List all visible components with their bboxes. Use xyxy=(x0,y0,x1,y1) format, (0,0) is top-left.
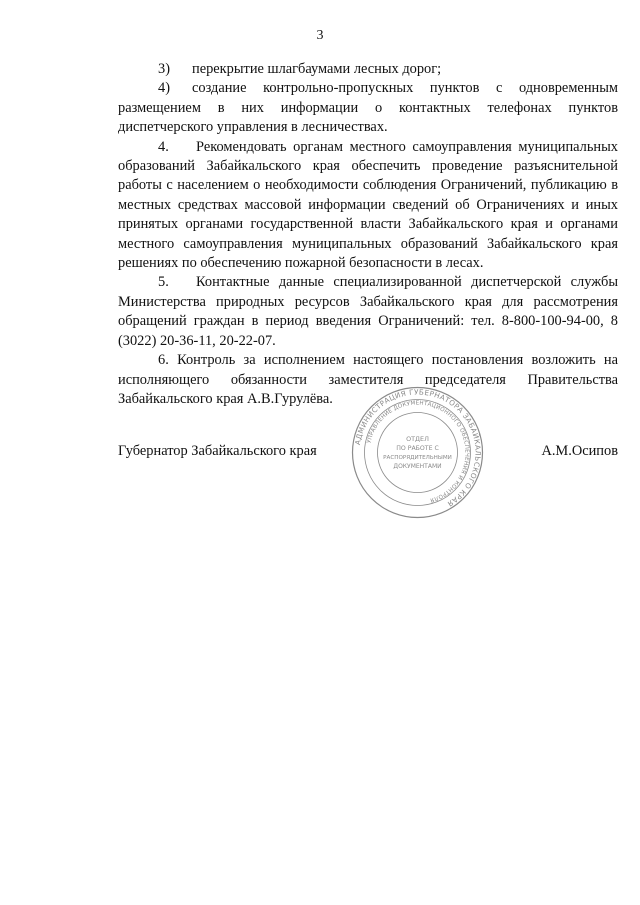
paragraph-5 xyxy=(118,273,618,351)
stamp-inner-ring xyxy=(378,413,458,493)
list-item-3 xyxy=(118,60,618,79)
stamp-center-line: РАСПОРЯДИТЕЛЬНЫМИ xyxy=(383,455,452,461)
list-item-number: 3) xyxy=(158,61,170,77)
document-body xyxy=(118,60,618,409)
list-item-text: перекрытие шлагбаумами лесных дорог; xyxy=(192,61,442,77)
stamp-inner-ring-text: УПРАВЛЕНИЕ ДОКУМЕНТАЦИОННОГО ОБЕСПЕЧЕНИЯ И КОНТРОЛЯ xyxy=(366,400,470,503)
stamp-center-line: ОТДЕЛ xyxy=(406,435,429,443)
stamp-center-line: ДОКУМЕНТАМИ xyxy=(393,463,442,470)
official-stamp xyxy=(350,385,485,520)
stamp-center-line: ПО РАБОТЕ С xyxy=(396,445,439,452)
paragraph-text: Контроль за исполнением настоящего постановления возложить на исполняющего обязанности заместителя председателя Правительства Забайкальского края А.В.Гурулёва. xyxy=(118,352,618,407)
stamp-middle-ring xyxy=(365,400,471,506)
page-number: 3 xyxy=(316,28,324,43)
list-item-text: создание контрольно-пропускных пунктов с одновременным размещением в них информации о контактных телефонах пунктов диспетчерского управления в лесничествах. xyxy=(118,80,618,136)
paragraph-text: Рекомендовать органам местного самоуправления муниципальных образований Забайкальского края обеспечить проведение разъяснительной работы с населением о необходимости соблюдения Ограничений, публикацию в местных средствах массовой информации сведений об Ограничениях и иных принятых органами государственной власти Забайкальского края и органами местного самоуправления муниципальных образований Забайкальского края решениях по обеспечению пожарной безопасности в лесах. xyxy=(118,138,618,272)
paragraph-text: Контактные данные специализированной диспетчерской службы Министерства природных ресурсов Забайкальского края для рассмотрения обращений граждан в период введения Ограничений: тел. 8-800-100-94-00, 8 (3022) 20-36-11, 20-22-07. xyxy=(118,274,618,349)
stamp-outer-text: АДМИНИСТРАЦИЯ ГУБЕРНАТОРА ЗАБАЙКАЛЬСКОГО КРАЯ xyxy=(352,387,483,509)
list-item-4 xyxy=(118,79,618,137)
list-item-number: 4) xyxy=(158,80,170,97)
signatory-name: А.М.Осипов xyxy=(541,443,618,459)
paragraph-number: 4. xyxy=(158,138,169,155)
paragraph-4 xyxy=(118,138,618,274)
paragraph-number: 5. xyxy=(158,274,169,291)
paragraph-number: 6. xyxy=(158,352,169,369)
signatory-title: Губернатор Забайкальского края xyxy=(118,443,317,459)
